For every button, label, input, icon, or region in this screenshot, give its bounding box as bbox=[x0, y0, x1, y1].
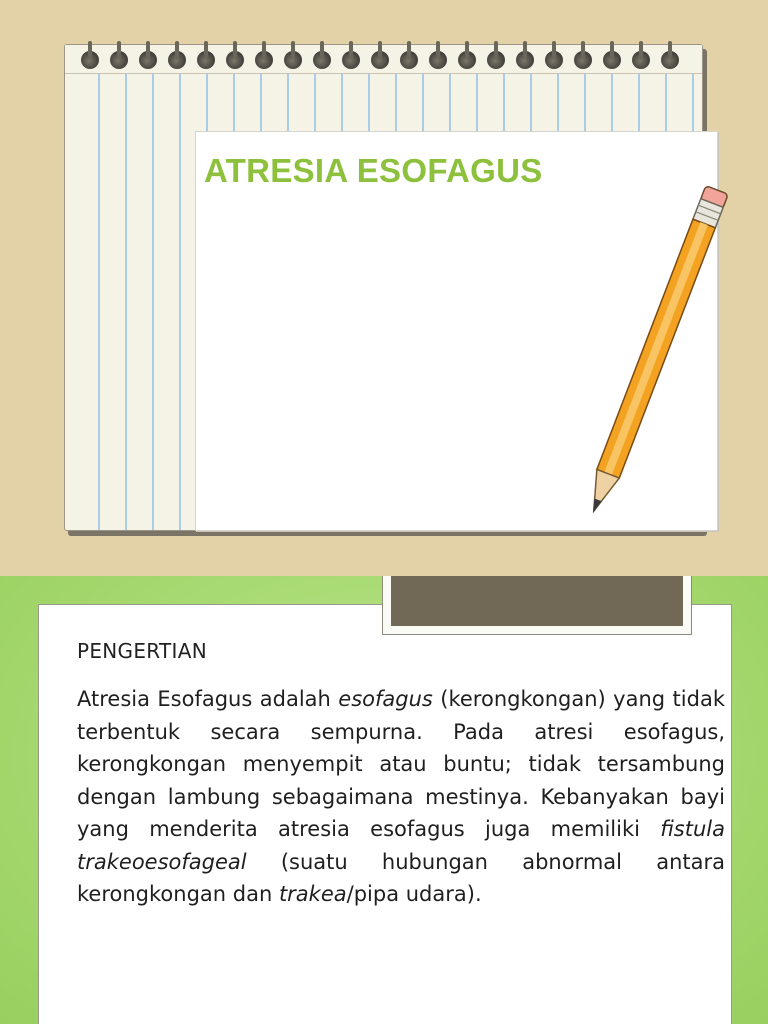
definition-paragraph bbox=[77, 683, 725, 911]
text-run: /pipa udara). bbox=[346, 882, 482, 906]
section-label: PENGERTIAN bbox=[77, 639, 207, 663]
slide-title-text: ATRESIA ESOFAGUS bbox=[204, 152, 543, 189]
header-tab-fill bbox=[391, 576, 683, 626]
content-box bbox=[38, 604, 732, 1024]
pencil-lead bbox=[589, 498, 601, 514]
text-run: Atresia Esofagus adalah bbox=[77, 687, 339, 711]
header-tab bbox=[382, 576, 692, 635]
italic-term: fistula trakeoesofageal bbox=[77, 817, 725, 874]
italic-term: trakea bbox=[278, 882, 347, 906]
text-run: (suatu hubungan abnormal antara kerongkongan dan bbox=[77, 849, 725, 906]
pencil-wood-tip bbox=[583, 469, 620, 515]
text-run: (kerongkongan) yang tidak terbentuk secara sempurna. Pada atresi esofagus, kerongkongan menyempit atau buntu; tidak tersambung dengan lambung sebagaimana mestinya. Kebanyakan bayi yang menderita atresia esofagus juga memiliki bbox=[77, 687, 725, 841]
slide-definition bbox=[0, 576, 768, 1024]
italic-term: esofagus bbox=[338, 687, 433, 711]
